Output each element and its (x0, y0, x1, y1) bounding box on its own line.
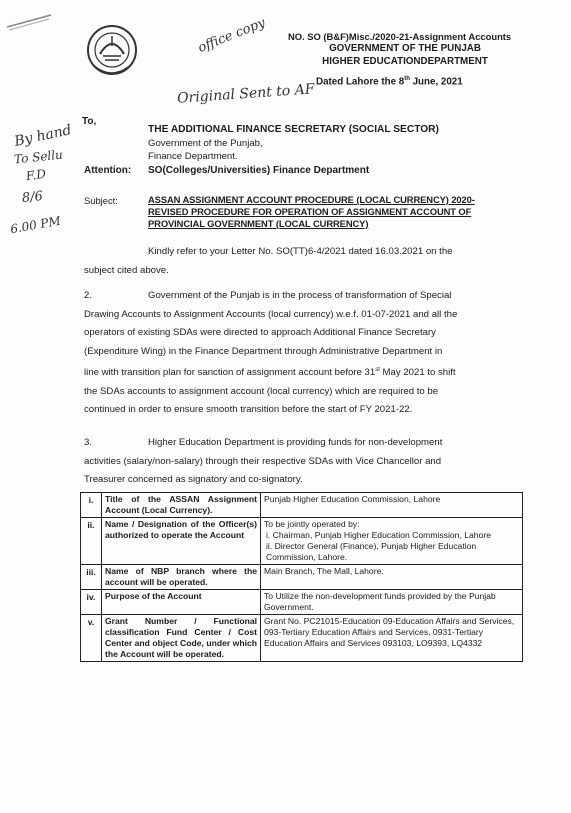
row-value-line: Punjab Higher Education Commission, Lahore (264, 494, 441, 504)
row-label: Purpose of the Account (102, 590, 261, 615)
row-value (261, 518, 523, 565)
handwritten-time: 6.00 PM (9, 213, 62, 237)
row-number: v. (81, 615, 102, 662)
row-value (261, 565, 523, 590)
row-value-line: To Utilize the non-development funds provided by the Punjab Government. (264, 591, 496, 612)
row-value-line: ii. Director General (Finance), Punjab Higher Education Commission, Lahore. (266, 541, 477, 562)
row-value-line: To be jointly operated by: (264, 519, 360, 529)
handwritten-office-copy: office copy (196, 15, 268, 56)
table-row (81, 565, 523, 590)
table-row (81, 590, 523, 615)
to-label: To, (82, 116, 97, 127)
stamp-mark (5, 9, 53, 35)
punjab-government-logo (86, 24, 138, 80)
intro-paragraph: Kindly refer to your Letter No. SO(TT)6-4/2021 dated 16.03.2021 on the subject cited above. (84, 246, 453, 276)
row-value-line: Main Branch, The Mall, Lahore. (264, 566, 384, 576)
handwritten-fd: F.D (25, 166, 47, 184)
reference-number: NO. SO (B&F)Misc./2020-21-Assignment Accounts (288, 31, 512, 42)
government-title: GOVERNMENT OF THE PUNJAB (329, 43, 481, 54)
table-row (81, 518, 523, 565)
handwritten-original-sent: Original Sent to AF (176, 81, 316, 107)
row-value-line: i. Chairman, Punjab Higher Education Commission, Lahore (266, 530, 491, 540)
row-value (261, 493, 523, 518)
row-number: iii. (81, 565, 102, 590)
account-details-table (80, 492, 523, 662)
row-value-line: Grant No. PC21015-Education 09-Education Affairs and Services, 093-Tertiary Education Affairs and Services, 0931-Tertiary Education Affairs and Services 093103, LO9393, LQ4332 (264, 616, 515, 648)
table-row (81, 615, 523, 662)
attention-value: SO(Colleges/Universities) Finance Department (148, 165, 370, 176)
row-value (261, 590, 523, 615)
handwritten-by-hand: By hand (12, 122, 74, 150)
row-number: ii. (81, 518, 102, 565)
letter-date: Dated Lahore the 8th June, 2021 (316, 76, 463, 88)
handwritten-date: 8/6 (21, 188, 44, 207)
addressee-line-1: Government of the Punjab, (148, 138, 263, 149)
department-title: HIGHER EDUCATIONDEPARTMENT (322, 56, 488, 67)
row-number: i. (81, 493, 102, 518)
subject-label: Subject: (84, 195, 118, 206)
row-value (261, 615, 523, 662)
row-label: Title of the ASSAN Assignment Account (Local Currency). (102, 493, 261, 518)
handwritten-to-sec: To Sellu (13, 147, 64, 167)
paragraph-3: 3. Higher Education Department is providing funds for non-development activities (salary/non-salary) through their respective SDAs with Vice Chancellor and Treasurer concerned as signatory and co-signatory. (84, 437, 443, 485)
subject-text: ASSAN ASSIGNMENT ACCOUNT PROCEDURE (LOCAL CURRENCY) 2020- REVISED PROCEDURE FOR OPERATION OF ASSIGNMENT ACCOUNT OF PROVINCIAL GOVERNMENT (LOCAL CURRENCY) (148, 194, 475, 229)
table-row (81, 493, 523, 518)
row-label: Name of NBP branch where the account will be operated. (102, 565, 261, 590)
addressee-line-2: Finance Department. (148, 151, 238, 162)
row-label: Grant Number / Functional classification Fund Center / Cost Center and object Code, under which the Account will be operated. (102, 615, 261, 662)
attention-label: Attention: (84, 165, 132, 176)
row-label: Name / Designation of the Officer(s) authorized to operate the Account (102, 518, 261, 565)
row-number: iv. (81, 590, 102, 615)
paragraph-2: 2. Government of the Punjab is in the process of transformation of Special Drawing Accounts to Assignment Accounts (local currency) w.e.f. 01-07-2021 and all the operators of existing SDAs were directed to approach Additional Finance Secretary (Expenditure Wing) in the Finance Department through Administrative Department in line with transition plan for sanction of assignment account before 31st May 2021 to shift the SDAs accounts to assignment account (local currency) which are required to be continued in order to ensure smooth transition before the start of FY 2021-22. (84, 290, 458, 416)
addressee-title: THE ADDITIONAL FINANCE SECRETARY (SOCIAL SECTOR) (148, 124, 439, 135)
